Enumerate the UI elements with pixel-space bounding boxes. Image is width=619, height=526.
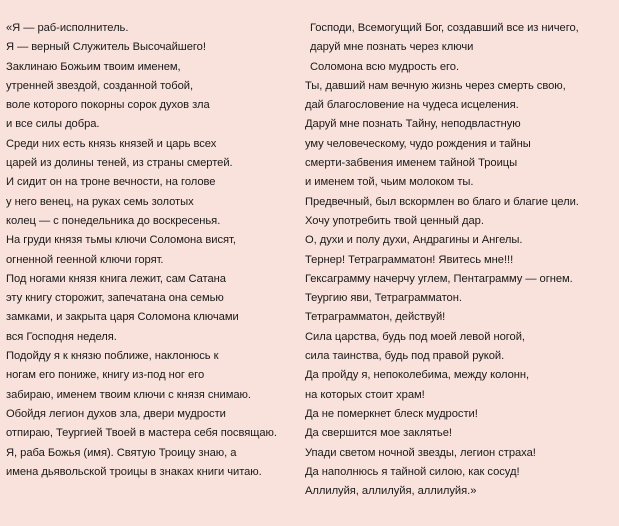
text-line: Тернер! Тетраграмматон! Явитесь мне!!! — [305, 253, 514, 266]
text-line: Да пройду я, непоколебима, между колонн, — [305, 369, 530, 382]
text-line: Хочу употребить твой ценный дар. — [305, 214, 484, 227]
right-column — [305, 19, 617, 501]
text-line: забираю, именем твоим ключи с князя снимаю. — [6, 388, 251, 401]
text-line: царей из долины теней, из страны смертей. — [6, 157, 233, 170]
text-line: Да наполнюсь я тайной силою, как сосуд! — [305, 465, 520, 478]
text-line: и именем той, чьим молоком ты. — [305, 176, 474, 189]
text-line: воле которого покорны сорок духов зла — [6, 99, 210, 112]
text-line: Подойду я к князю поближе, наклонюсь к — [6, 350, 219, 363]
text-line: имена дьявольской троицы в знаках книги читаю. — [6, 465, 262, 478]
text-line: уму человеческому, чудо рождения и тайны — [305, 137, 531, 150]
text-line: утренней звездой, созданной тобой, — [6, 79, 194, 92]
text-line: и все силы добра. — [6, 118, 100, 131]
text-line: «Я — раб-исполнитель. — [6, 22, 129, 34]
text-line: Заклинаю Божьим твоим именем, — [6, 60, 181, 73]
text-line: О, духи и полу духи, Андрагины и Ангелы. — [305, 234, 523, 247]
text-line: Тетраграмматон, действуй! — [305, 311, 446, 324]
text-line: ногам его пониже, книгу из-под ног его — [6, 369, 205, 382]
text-line: Обойдя легион духов зла, двери мудрости — [6, 407, 226, 420]
text-line: Упади светом ночной звезды, легион страха! — [305, 446, 536, 459]
text-line: На груди князя тьмы ключи Соломона висят, — [6, 234, 236, 247]
text-line: отпираю, Теургией Твоей в мастера себя посвящаю. — [6, 427, 277, 440]
text-line: у него венец, на руках семь золотых — [6, 195, 194, 208]
text-line: Я — верный Служитель Высочайшего! — [6, 41, 206, 54]
left-column — [6, 19, 302, 482]
text-line: Теургию яви, Тетраграмматон. — [305, 292, 462, 305]
text-line: эту книгу сторожит, запечатана она семью — [6, 292, 224, 305]
text-line: колец — с понедельника до воскресенья. — [6, 214, 221, 227]
text-line: Сила царства, будь под моей левой ногой, — [305, 330, 525, 343]
text-line: И сидит он на троне вечности, на голове — [6, 176, 216, 189]
text-line: Предвечный, был вскормлен во благо и благие цели. — [305, 195, 579, 208]
text-line: Да свершится мое заклятье! — [305, 427, 452, 440]
text-line: Да не померкнет блеск мудрости! — [305, 407, 478, 420]
text-line: замками, и закрыта царя Соломона ключами — [6, 311, 239, 324]
text-line: смерти-забвения именем тайной Троицы — [305, 157, 518, 170]
text-line: Господи, Всемогущий Бог, создавший все из ничего, — [310, 22, 579, 34]
text-line: даруй мне познать через ключи — [310, 41, 474, 54]
text-line: дай благословение на чудеса исцеления. — [305, 99, 519, 112]
text-line: Ты, давший нам вечную жизнь через смерть свою, — [305, 79, 566, 92]
text-line: Гексаграмму начерчу углем, Пентаграмму — огнем. — [305, 272, 573, 285]
text-line: огненной геенной ключи горят. — [6, 253, 164, 266]
text-line: Даруй мне познать Тайну, неподвластную — [305, 118, 521, 131]
text-line: вся Господня неделя. — [6, 330, 117, 343]
text-line: Аллилуйя, аллилуйя, аллилуйя.» — [305, 485, 477, 498]
text-line: сила таинства, будь под правой рукой. — [305, 350, 505, 363]
text-line: Среди них есть князь князей и царь всех — [6, 137, 217, 150]
text-line: Я, раба Божья (имя). Святую Троицу знаю, а — [6, 446, 237, 459]
text-line: Соломона всю мудрость его. — [310, 60, 460, 73]
text-line: на которых стоит храм! — [305, 388, 425, 401]
text-line: Под ногами князя книга лежит, сам Сатана — [6, 272, 226, 285]
